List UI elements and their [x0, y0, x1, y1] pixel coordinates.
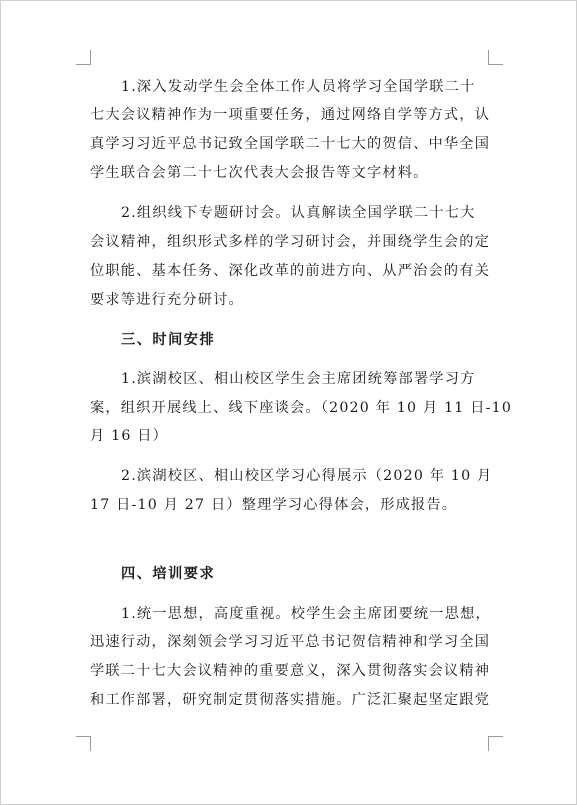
paragraph-2-line-3: 位职能、基本任务、深化改革的前进方向、从严治会的有关 [90, 263, 491, 279]
paragraph-1-line-2: 七大会议精神作为一项重要任务，通过网络自学等方式，认 [90, 107, 491, 123]
section-heading-time: 三、时间安排 [121, 332, 216, 348]
paragraph-4-line-1: 2.滨湖校区、相山校区学习心得展示（2020 年 10 月 [121, 468, 493, 484]
paragraph-5-line-3: 学联二十七大会议精神的重要意义，深入贯彻落实会议精神 [90, 663, 491, 679]
paragraph-2-line-2: 会议精神，组织形式多样的学习研讨会，并围绕学生会的定 [90, 234, 491, 250]
crop-mark-top-left [76, 50, 91, 65]
crop-mark-bottom-left [76, 736, 91, 751]
paragraph-4-line-2: 17 日-10 月 27 日）整理学习心得体会，形成报告。 [90, 497, 458, 513]
paragraph-1-line-1: 1.深入发动学生会全体工作人员将学习全国学联二十 [121, 79, 476, 95]
paragraph-3-line-3: 月 16 日） [90, 428, 169, 444]
paragraph-2-line-4: 要求等进行充分研讨。 [90, 292, 244, 308]
paragraph-3-line-2: 案，组织开展线上、线下座谈会。（2020 年 10 月 11 日-10 [90, 400, 513, 416]
section-heading-requirements: 四、培训要求 [121, 566, 216, 582]
paragraph-2-line-1: 2.组织线下专题研讨会。认真解读全国学联二十七大 [121, 205, 476, 221]
crop-mark-top-right [488, 50, 503, 65]
paragraph-5-line-2: 迅速行动，深刻领会学习习近平总书记贺信精神和学习全国 [90, 634, 491, 650]
paragraph-3-line-1: 1.滨湖校区、相山校区学生会主席团统筹部署学习方 [121, 371, 476, 387]
crop-mark-bottom-right [488, 736, 503, 751]
paragraph-5-line-1: 1.统一思想，高度重视。校学生会主席团要统一思想， [121, 606, 491, 622]
paragraph-1-line-4: 学生联合会第二十七次代表大会报告等文字材料。 [90, 165, 429, 181]
paragraph-1-line-3: 真学习习近平总书记致全国学联二十七大的贺信、中华全国 [90, 136, 491, 152]
paragraph-5-line-4: 和工作部署，研究制定贯彻落实措施。广泛汇聚起坚定跟党 [90, 692, 491, 708]
